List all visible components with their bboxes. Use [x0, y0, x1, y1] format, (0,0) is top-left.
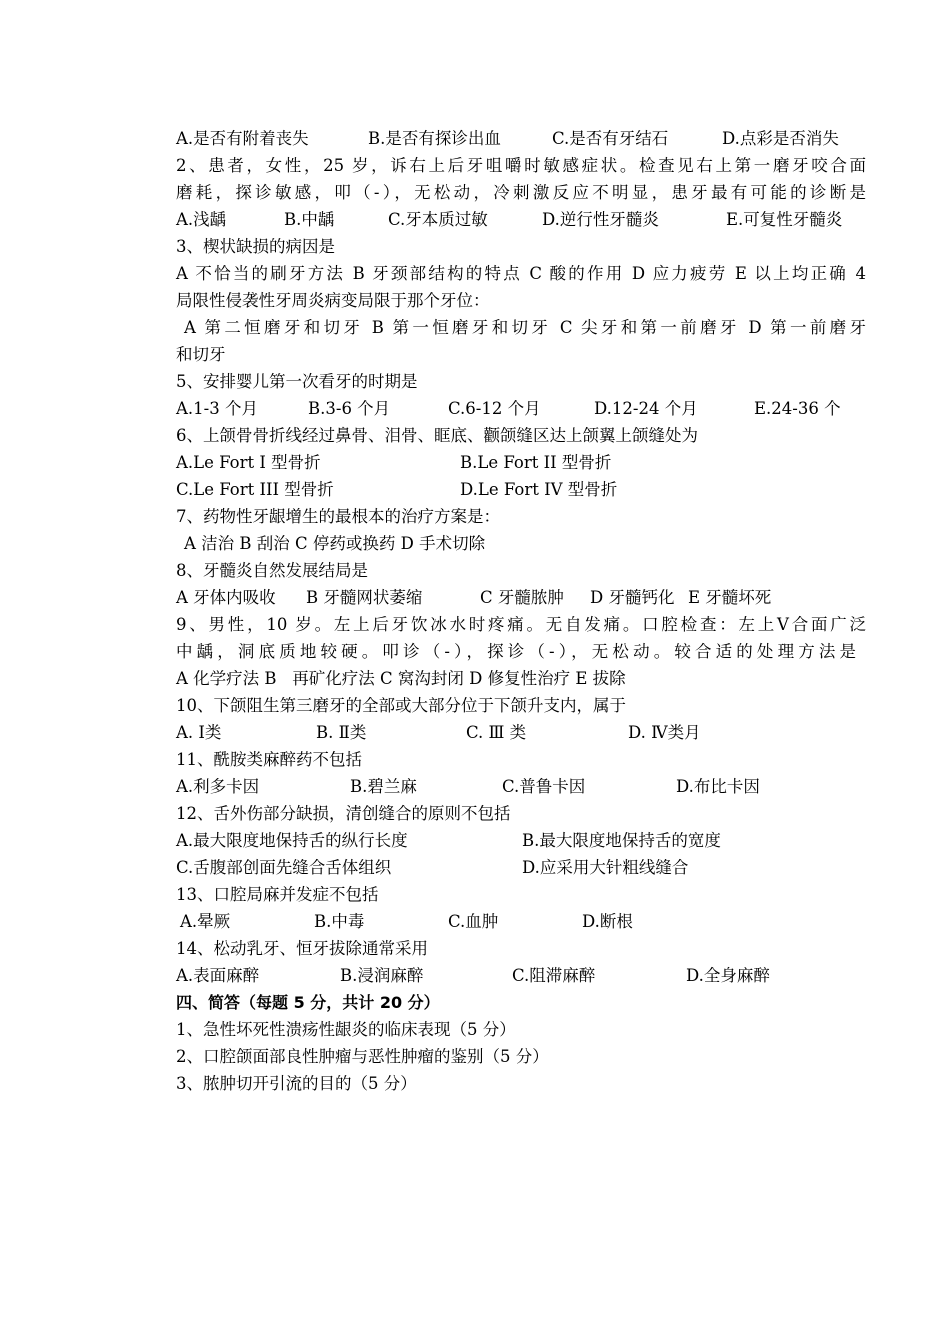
short-answer-1: 1、急性坏死性溃疡性龈炎的临床表现（5 分）	[176, 1020, 516, 1039]
q1-option-a: A.是否有附着丧失	[176, 129, 309, 148]
q2-option-c: C.牙本质过敏	[388, 210, 488, 229]
q2-option-e: E.可复性牙髓炎	[726, 210, 843, 229]
q11-option-a: A.利多卡因	[176, 777, 260, 796]
q4-options-line1: A 第二恒磨牙和切牙 B 第一恒磨牙和切牙 C 尖牙和第一前磨牙 D 第一前磨牙	[184, 318, 866, 337]
q5-options	[176, 396, 866, 422]
q13-option-d: D.断根	[582, 912, 633, 931]
q3-options: A 不恰当的刷牙方法 B 牙颈部结构的特点 C 酸的作用 D 应力疲劳 E 以上均正确 4	[176, 264, 866, 283]
q4-options-line2: 和切牙	[176, 345, 226, 364]
q8-option-b: B 牙髓网状萎缩	[306, 588, 423, 607]
q11-option-b: B.碧兰麻	[350, 777, 417, 796]
q11-option-c: C.普鲁卡因	[502, 777, 586, 796]
q14-option-d: D.全身麻醉	[686, 966, 770, 985]
q5-option-a: A.1-3 个月	[176, 399, 258, 418]
q6-options-row1	[176, 450, 866, 476]
q10-option-b: B. Ⅱ类	[316, 723, 367, 742]
q5-option-d: D.12-24 个月	[594, 399, 698, 418]
q8-options	[176, 585, 866, 611]
short-answer-3: 3、脓肿切开引流的目的（5 分）	[176, 1074, 417, 1093]
short-answer-2: 2、口腔颌面部良性肿瘤与恶性肿瘤的鉴别（5 分）	[176, 1047, 549, 1066]
q2-option-d: D.逆行性牙髓炎	[542, 210, 659, 229]
q12-options-row1	[176, 828, 866, 854]
q5-option-b: B.3-6 个月	[308, 399, 391, 418]
q14-option-c: C.阻滞麻醉	[512, 966, 596, 985]
q10-stem: 10、下颌阻生第三磨牙的全部或大部分位于下颌升支内，属于	[176, 696, 626, 715]
q12-option-d: D.应采用大针粗线缝合	[522, 858, 689, 877]
q1-option-c: C.是否有牙结石	[552, 129, 669, 148]
q8-option-a: A 牙体内吸收	[176, 588, 276, 607]
q6-option-a: A.Le Fort I 型骨折	[176, 453, 321, 472]
q2-option-a: A.浅龋	[176, 210, 227, 229]
q10-options	[176, 720, 866, 746]
q14-option-a: A.表面麻醉	[176, 966, 260, 985]
q13-option-b: B.中毒	[314, 912, 365, 931]
q10-option-a: A. Ⅰ类	[176, 723, 222, 742]
q11-option-d: D.布比卡因	[676, 777, 760, 796]
q14-option-b: B.浸润麻醉	[340, 966, 424, 985]
q6-stem: 6、上颌骨骨折线经过鼻骨、泪骨、眶底、颧颌缝区达上颌翼上颌缝处为	[176, 426, 698, 445]
q13-options	[176, 909, 866, 935]
q10-option-c: C. Ⅲ 类	[466, 723, 527, 742]
q11-stem: 11、酰胺类麻醉药不包括	[176, 750, 362, 769]
q11-options	[176, 774, 866, 800]
q8-option-e: E 牙髓坏死	[688, 588, 772, 607]
q6-option-c: C.Le Fort III 型骨折	[176, 480, 334, 499]
q8-option-d: D 牙髓钙化	[590, 588, 675, 607]
q2-stem-line1: 2、患者，女性，25 岁，诉右上后牙咀嚼时敏感症状。检查见右上第一磨牙咬合面	[176, 156, 866, 175]
q6-option-d: D.Le Fort IV 型骨折	[460, 480, 618, 499]
q8-stem: 8、牙髓炎自然发展结局是	[176, 561, 368, 580]
q1-options	[176, 126, 866, 152]
q9-options: A 化学疗法 B 再矿化疗法 C 窝沟封闭 D 修复性治疗 E 拔除	[176, 669, 626, 688]
q10-option-d: D. Ⅳ类月	[628, 723, 701, 742]
q13-option-a: A.晕厥	[180, 912, 231, 931]
q13-option-c: C.血肿	[448, 912, 499, 931]
q12-stem: 12、舌外伤部分缺损，清创缝合的原则不包括	[176, 804, 511, 823]
q1-option-d: D.点彩是否消失	[722, 129, 839, 148]
q12-option-a: A.最大限度地保持舌的纵行长度	[176, 831, 408, 850]
q13-stem: 13、口腔局麻并发症不包括	[176, 885, 379, 904]
q1-option-b: B.是否有探诊出血	[368, 129, 501, 148]
q12-options-row2	[176, 855, 866, 881]
q12-option-b: B.最大限度地保持舌的宽度	[522, 831, 721, 850]
q9-stem-line2: 中龋，洞底质地较硬。叩诊（-），探诊（-），无松动。较合适的处理方法是	[176, 642, 856, 661]
q7-stem: 7、药物性牙龈增生的最根本的治疗方案是：	[176, 507, 500, 526]
q5-stem: 5、安排婴儿第一次看牙的时期是	[176, 372, 418, 391]
q9-stem-line1: 9、男性，10 岁。左上后牙饮冰水时疼痛。无自发痛。口腔检查：左上Ⅴ合面广泛	[176, 615, 866, 634]
q2-stem-line2: 磨耗，探诊敏感，叩（-），无松动，冷刺激反应不明显，患牙最有可能的诊断是	[176, 183, 866, 202]
q4-stem: 局限性侵袭性牙周炎病变局限于那个牙位：	[176, 291, 490, 310]
q5-option-c: C.6-12 个月	[448, 399, 541, 418]
q6-option-b: B.Le Fort II 型骨折	[460, 453, 612, 472]
q8-option-c: C 牙髓脓肿	[480, 588, 564, 607]
q7-options: A 洁治 B 刮治 C 停药或换药 D 手术切除	[184, 534, 486, 553]
q12-option-c: C.舌腹部创面先缝合舌体组织	[176, 858, 392, 877]
q6-options-row2	[176, 477, 866, 503]
section-heading: 四、简答（每题 5 分，共计 20 分）	[176, 993, 440, 1012]
q2-option-b: B.中龋	[284, 210, 335, 229]
q2-options	[176, 207, 866, 233]
q14-stem: 14、松动乳牙、恒牙拔除通常采用	[176, 939, 428, 958]
q5-option-e: E.24-36 个	[754, 399, 841, 418]
q14-options	[176, 963, 866, 989]
q3-stem: 3、楔状缺损的病因是	[176, 237, 335, 256]
